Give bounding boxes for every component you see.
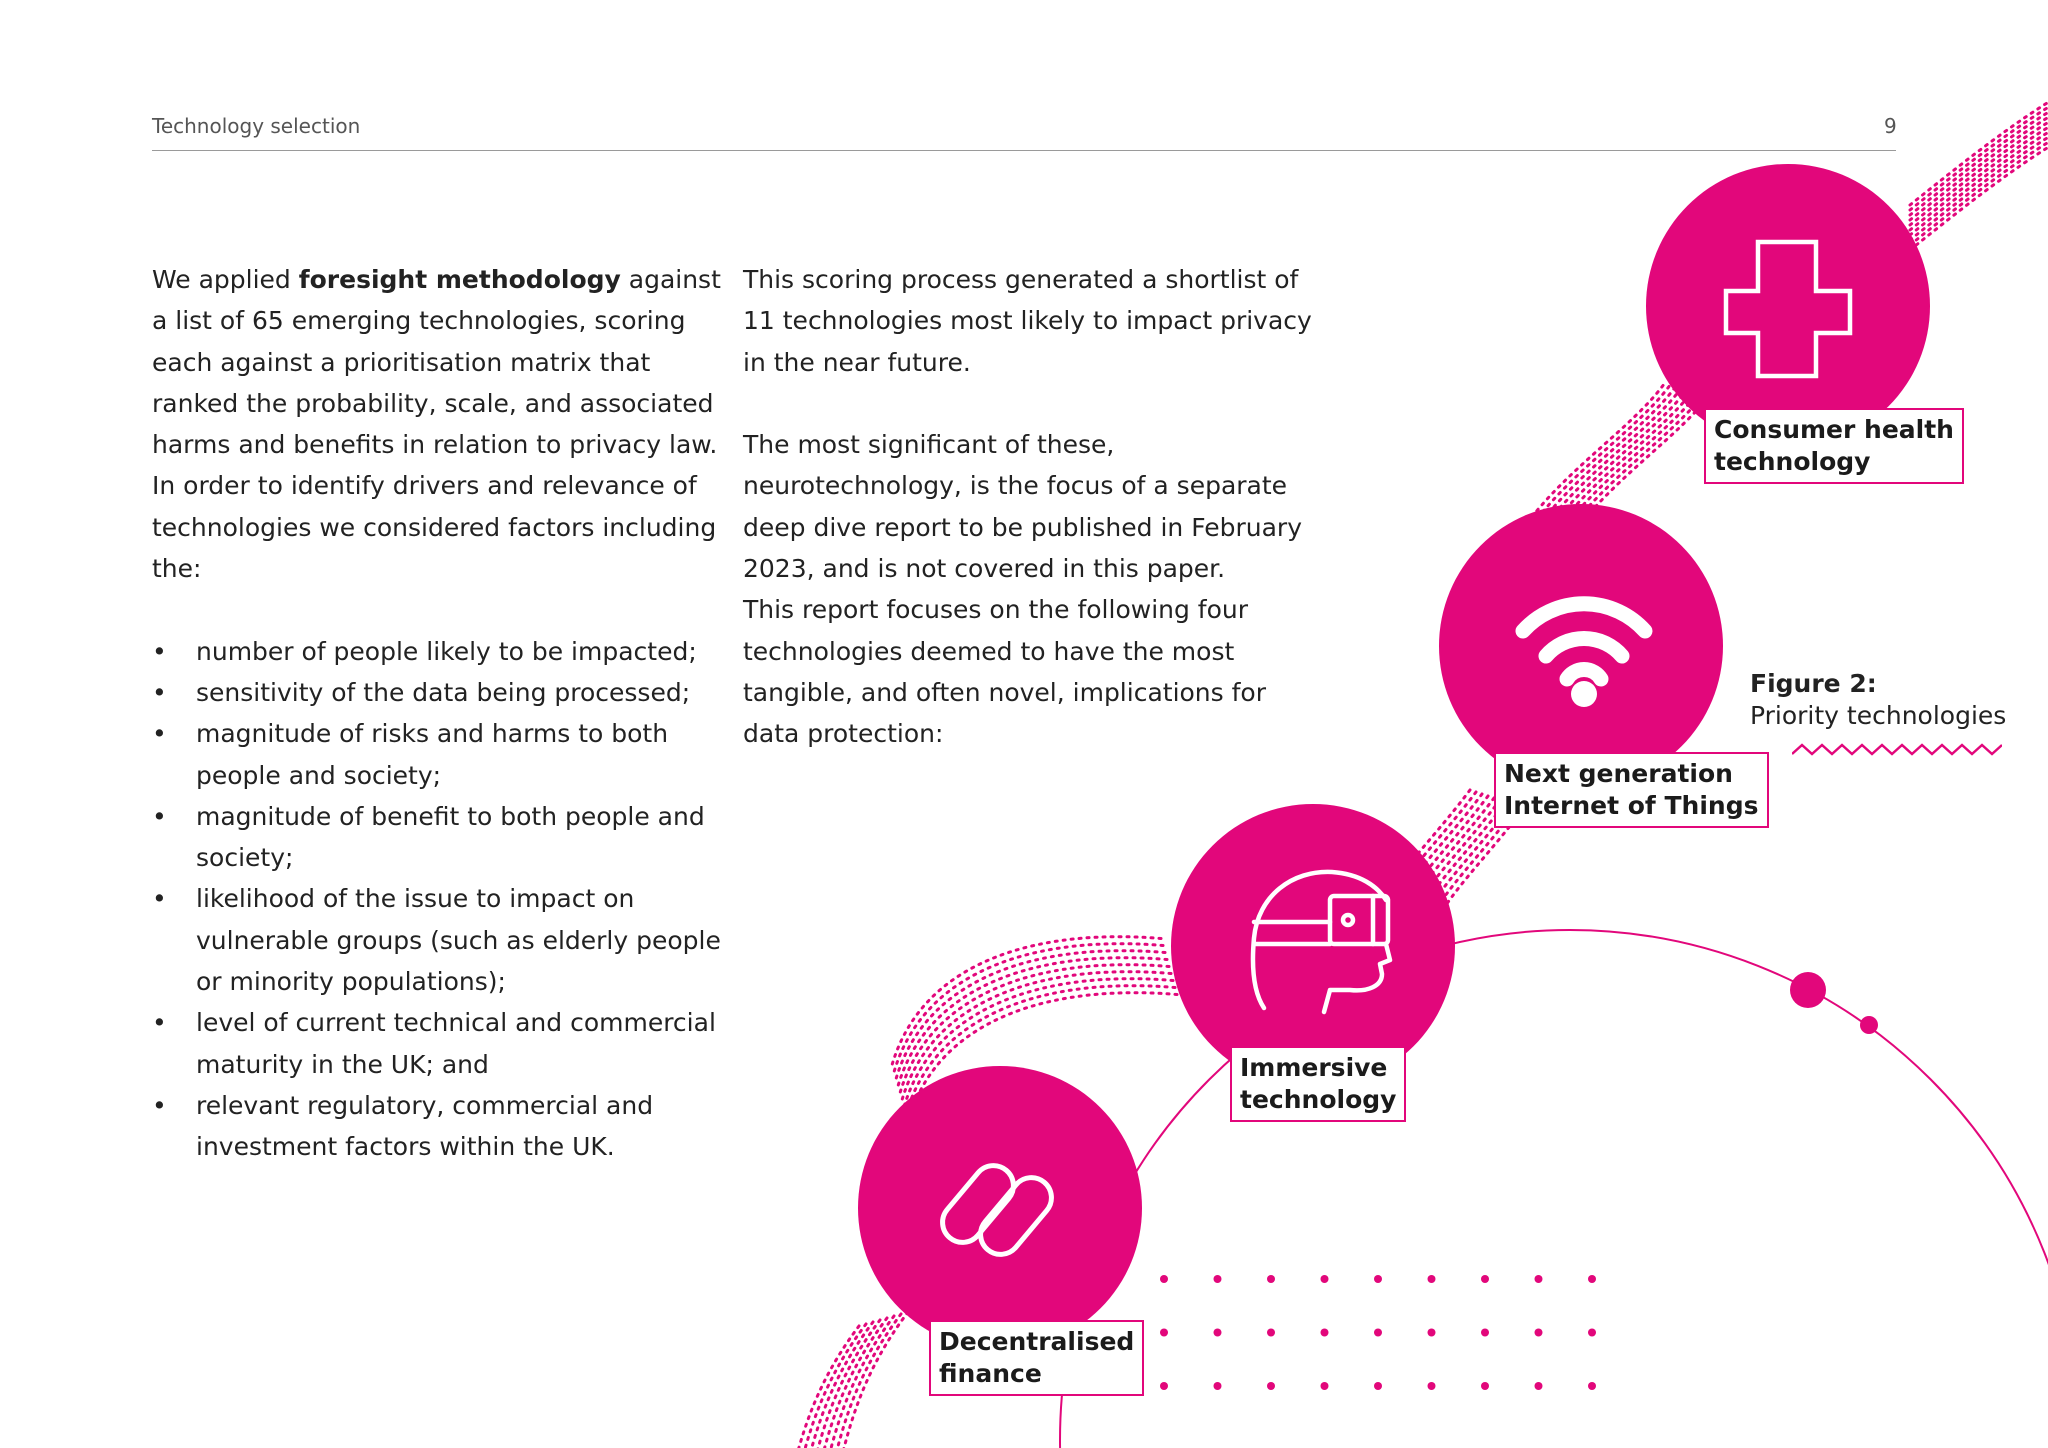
label-line: Internet of Things bbox=[1504, 791, 1759, 820]
grid-dot bbox=[1588, 1275, 1596, 1283]
list-item: • magnitude of benefit to both people and society; bbox=[152, 796, 732, 879]
grid-dot bbox=[1267, 1382, 1275, 1390]
grid-dot bbox=[1481, 1329, 1489, 1337]
grid-dot bbox=[1428, 1382, 1436, 1390]
label-consumer-health bbox=[1704, 408, 1964, 484]
ribbon-strand bbox=[1551, 389, 1681, 519]
grid-dot bbox=[1535, 1329, 1543, 1337]
figure-title: Priority technologies bbox=[1750, 701, 2007, 730]
ribbon-strand bbox=[1563, 391, 1693, 521]
grid-dot bbox=[1160, 1382, 1168, 1390]
ribbon-strand bbox=[1539, 387, 1669, 517]
grid-dot bbox=[1267, 1275, 1275, 1283]
consumer-health-node bbox=[1646, 164, 1930, 448]
ribbon-strand bbox=[1557, 390, 1687, 520]
ribbon-strand bbox=[1533, 386, 1663, 516]
grid-dot bbox=[1321, 1382, 1329, 1390]
intro-text-start: We applied bbox=[152, 265, 299, 294]
ribbon-strand bbox=[815, 1320, 880, 1448]
label-line: technology bbox=[1240, 1085, 1397, 1114]
defi-node bbox=[858, 1066, 1142, 1350]
grid-dot bbox=[1160, 1329, 1168, 1337]
focus-paragraph: This report focuses on the following four technologies deemed to have the most tangible, and often novel, implications for data protection: bbox=[743, 595, 1266, 749]
list-item: • sensitivity of the data being processed; bbox=[152, 672, 732, 713]
label-line: Consumer health bbox=[1714, 415, 1954, 444]
label-immersive bbox=[1230, 1046, 1406, 1122]
consumer-health-circle bbox=[1646, 164, 1930, 448]
label-defi bbox=[929, 1320, 1144, 1396]
page-number: 9 bbox=[1884, 114, 1897, 138]
grid-dot bbox=[1535, 1382, 1543, 1390]
shortlist-paragraph: This scoring process generated a shortlist of 11 technologies most likely to impact privacy in the near future. bbox=[743, 265, 1312, 377]
intro-text-end: against a list of 65 emerging technologies, scoring each against a prioritisation matrix that ranked the probability, scale, and associated harms and benefits in relation to privacy law. In order to identify drivers and relevance of technologies we considered factors including the: bbox=[152, 265, 721, 584]
grid-dot bbox=[1588, 1329, 1596, 1337]
grid-dot bbox=[1214, 1382, 1222, 1390]
grid-dot bbox=[1374, 1382, 1382, 1390]
running-header: Technology selection bbox=[152, 114, 361, 138]
list-item: • level of current technical and commercial maturity in the UK; and bbox=[152, 1002, 732, 1085]
label-line: Next generation bbox=[1504, 759, 1733, 788]
grid-dot bbox=[1374, 1329, 1382, 1337]
label-line: Immersive bbox=[1240, 1053, 1388, 1082]
grid-dot bbox=[1321, 1275, 1329, 1283]
grid-dot bbox=[1374, 1275, 1382, 1283]
label-line: technology bbox=[1714, 447, 1871, 476]
grid-dot bbox=[1481, 1275, 1489, 1283]
grid-dot bbox=[1428, 1275, 1436, 1283]
ribbon-strand bbox=[893, 944, 1163, 1076]
grid-dot bbox=[1267, 1329, 1275, 1337]
iot-node bbox=[1439, 504, 1723, 788]
ribbon-strand bbox=[1569, 392, 1699, 522]
grid-dot bbox=[1428, 1329, 1436, 1337]
label-iot bbox=[1494, 752, 1769, 828]
ribbon-strand bbox=[1545, 388, 1675, 518]
dot-grid bbox=[1160, 1275, 1596, 1390]
decorative-dot-large bbox=[1790, 972, 1826, 1008]
list-item: • relevant regulatory, commercial and investment factors within the UK. bbox=[152, 1085, 732, 1168]
neurotech-paragraph: The most significant of these, neurotechnology, is the focus of a separate deep dive report to be published in February 2023, and is not covered in this paper. bbox=[743, 430, 1302, 584]
grid-dot bbox=[1321, 1329, 1329, 1337]
decorative-dot-small bbox=[1860, 1016, 1878, 1034]
ribbon-strand bbox=[891, 937, 1161, 1069]
list-item: • likelihood of the issue to impact on vulnerable groups (such as elderly people or minority populations); bbox=[152, 878, 732, 1002]
figure-caption bbox=[1750, 668, 2006, 758]
grid-dot bbox=[1160, 1275, 1168, 1283]
label-line: finance bbox=[939, 1359, 1042, 1388]
figure-number: Figure 2: bbox=[1750, 669, 1877, 698]
ribbon-strand bbox=[808, 1322, 873, 1448]
ribbon-strand bbox=[895, 951, 1165, 1083]
label-line: Decentralised bbox=[939, 1327, 1135, 1356]
intro-emphasis: foresight methodology bbox=[298, 265, 621, 294]
list-item: • number of people likely to be impacted; bbox=[152, 631, 732, 672]
grid-dot bbox=[1214, 1275, 1222, 1283]
list-item: • magnitude of risks and harms to both people and society; bbox=[152, 713, 732, 796]
grid-dot bbox=[1535, 1275, 1543, 1283]
grid-dot bbox=[1214, 1329, 1222, 1337]
grid-dot bbox=[1481, 1382, 1489, 1390]
grid-dot bbox=[1588, 1382, 1596, 1390]
zigzag-underline bbox=[1792, 742, 2002, 758]
ribbon-strand bbox=[1910, 95, 2048, 205]
